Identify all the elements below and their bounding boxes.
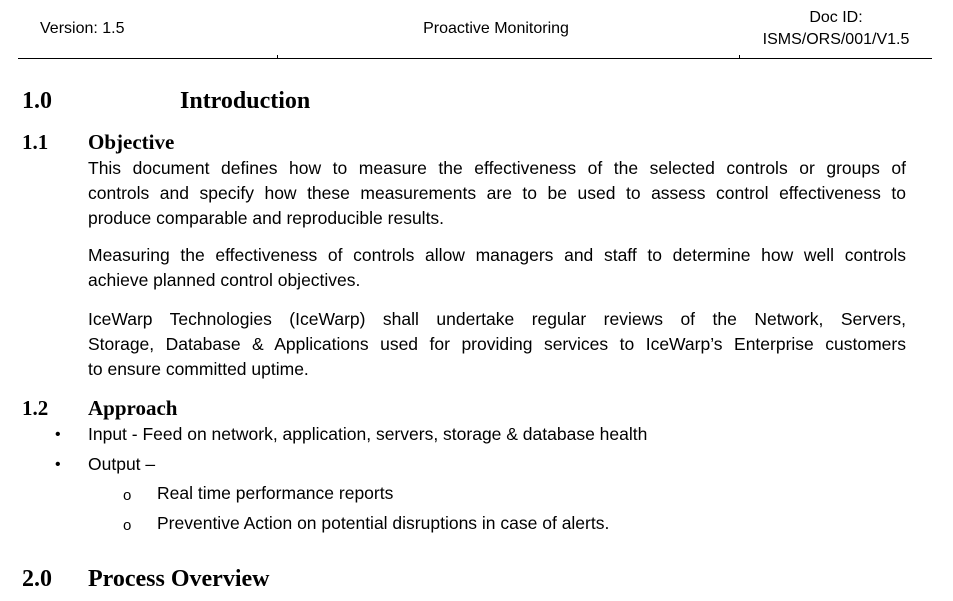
sub-bullet-icon: o — [123, 517, 132, 534]
section-1-title: Introduction — [180, 88, 311, 114]
sub-bullet-item: Real time performance reports — [157, 483, 394, 503]
bullet-item: Output – — [88, 454, 156, 474]
bullet-icon: • — [55, 456, 61, 473]
sub-bullet-icon: o — [123, 487, 132, 504]
header-divider-tick — [277, 55, 278, 59]
paragraph-line: to ensure committed uptime. — [88, 359, 309, 379]
document-header — [18, 0, 932, 59]
section-2-title: Process Overview — [88, 566, 270, 592]
header-doc-id — [754, 7, 918, 51]
section-1-1-title: Objective — [88, 130, 175, 154]
objective-paragraph-3 — [88, 307, 906, 382]
header-divider-tick — [739, 55, 740, 59]
objective-paragraph-2 — [88, 243, 906, 293]
sub-bullet-item: Preventive Action on potential disruptions in case of alerts. — [157, 513, 610, 533]
bullet-item: Input - Feed on network, application, servers, storage & database health — [88, 424, 648, 444]
section-1-2-number: 1.2 — [22, 396, 49, 420]
paragraph-line: IceWarp Technologies (IceWarp) shall undertake regular reviews of the Network, Servers, — [88, 309, 906, 329]
header-doc-id-value: ISMS/ORS/001/V1.5 — [762, 31, 910, 48]
paragraph-line: This document defines how to measure the effectiveness of the selected controls or groups of — [88, 158, 906, 178]
header-title: Proactive Monitoring — [423, 20, 569, 37]
section-1-number: 1.0 — [22, 88, 52, 114]
section-1-2-title: Approach — [88, 396, 178, 420]
paragraph-line: achieve planned control objectives. — [88, 270, 361, 290]
paragraph-line: controls and specify how these measurements are to be used to assess control effectiveness to — [88, 183, 906, 203]
bullet-icon: • — [55, 426, 61, 443]
objective-paragraph-1 — [88, 156, 906, 231]
paragraph-line: Storage, Database & Applications used for providing services to IceWarp’s Enterprise customers — [88, 334, 906, 354]
paragraph-line: produce comparable and reproducible results. — [88, 208, 445, 228]
header-version: Version: 1.5 — [40, 20, 125, 37]
section-1-1-number: 1.1 — [22, 130, 49, 154]
section-2-number: 2.0 — [22, 566, 52, 592]
header-doc-id-label: Doc ID: — [809, 9, 863, 26]
paragraph-line: Measuring the effectiveness of controls allow managers and staff to determine how well controls — [88, 245, 906, 265]
